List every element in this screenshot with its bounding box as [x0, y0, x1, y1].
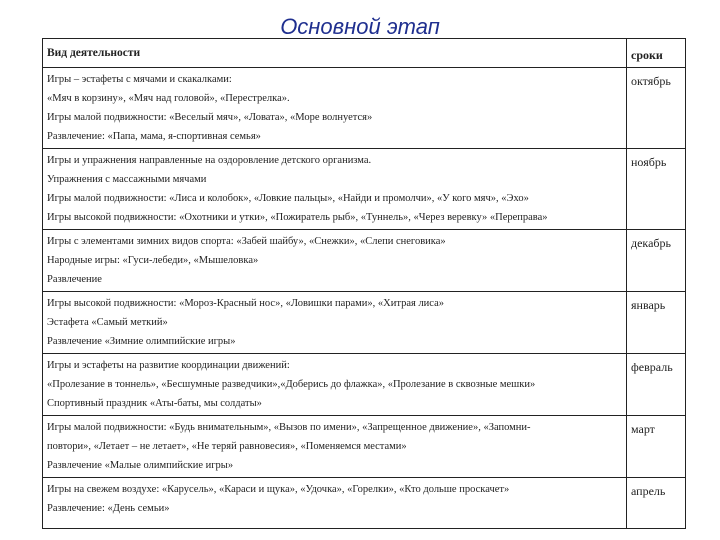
period-cell: март [627, 416, 686, 478]
activity-cell [43, 68, 627, 149]
activity-cell [43, 416, 627, 478]
header-period: сроки [627, 39, 686, 68]
period-cell: февраль [627, 354, 686, 416]
activity-line: Народные игры: «Гуси-лебеди», «Мышеловка» [47, 255, 259, 266]
activity-line: Игры малой подвижности: «Веселый мяч», «Ловата», «Море волнуется» [47, 112, 373, 123]
activity-line: Развлечение «Малые олимпийские игры» [47, 460, 234, 471]
activity-line: Развлечение: «Папа, мама, я-спортивная семья» [47, 131, 261, 142]
activity-cell [43, 149, 627, 230]
activity-cell [43, 478, 627, 529]
activity-line: Игры и эстафеты на развитие координации движений: [47, 360, 290, 371]
activity-line: Игры высокой подвижности: «Охотники и утки», «Пожиратель рыб», «Туннель», «Через веревку» «Переправа» [47, 212, 548, 223]
table-row [43, 478, 686, 529]
header-activity: Вид деятельности [43, 39, 627, 68]
table-row [43, 292, 686, 354]
activity-line: Развлечение [47, 274, 102, 285]
activity-line: Упражнения с массажными мячами [47, 174, 207, 185]
activity-cell [43, 354, 627, 416]
period-cell: апрель [627, 478, 686, 529]
activity-line: Эстафета «Самый меткий» [47, 317, 168, 328]
table-row [43, 416, 686, 478]
activity-line: Спортивный праздник «Аты-баты, мы солдаты» [47, 398, 262, 409]
activity-line: Развлечение «Зимние олимпийские игры» [47, 336, 236, 347]
activity-line: Игры и упражнения направленные на оздоровление детского организма. [47, 155, 372, 166]
table-row [43, 68, 686, 149]
period-cell: декабрь [627, 230, 686, 292]
activity-line: Игры высокой подвижности: «Мороз-Красный нос», «Ловишки парами», «Хитрая лиса» [47, 298, 445, 309]
table-header [43, 39, 686, 68]
table-row [43, 354, 686, 416]
activity-line: Игры – эстафеты с мячами и скакалками: [47, 74, 232, 85]
table-row [43, 230, 686, 292]
period-cell: октябрь [627, 68, 686, 149]
activity-line: Игры малой подвижности: «Будь внимательным», «Вызов по имени», «Запрещенное движение», «Запомни- [47, 422, 531, 433]
period-cell: ноябрь [627, 149, 686, 230]
activity-line: «Пролезание в тоннель», «Бесшумные разведчики»,«Доберись до флажка», «Пролезание в сквозные мешки» [47, 379, 536, 390]
activity-line: Развлечение: «День семьи» [47, 503, 170, 514]
schedule-table [42, 38, 686, 529]
activity-line: Игры малой подвижности: «Лиса и колобок», «Ловкие пальцы», «Найди и промолчи», «У кого мяч», «Эхо» [47, 193, 529, 204]
activity-line: «Мяч в корзину», «Мяч над головой», «Перестрелка». [47, 93, 290, 104]
table-row [43, 149, 686, 230]
activity-line: Игры с элементами зимних видов спорта: «Забей шайбу», «Снежки», «Слепи снеговика» [47, 236, 446, 247]
activity-cell [43, 230, 627, 292]
activity-line: повтори», «Летает – не летает», «Не теряй равновесия», «Поменяемся местами» [47, 441, 407, 452]
activity-line: Игры на свежем воздухе: «Карусель», «Караси и щука», «Удочка», «Горелки», «Кто дольше проскачет» [47, 484, 510, 495]
page-title: Основной этап [280, 14, 440, 39]
period-cell: январь [627, 292, 686, 354]
activity-cell [43, 292, 627, 354]
